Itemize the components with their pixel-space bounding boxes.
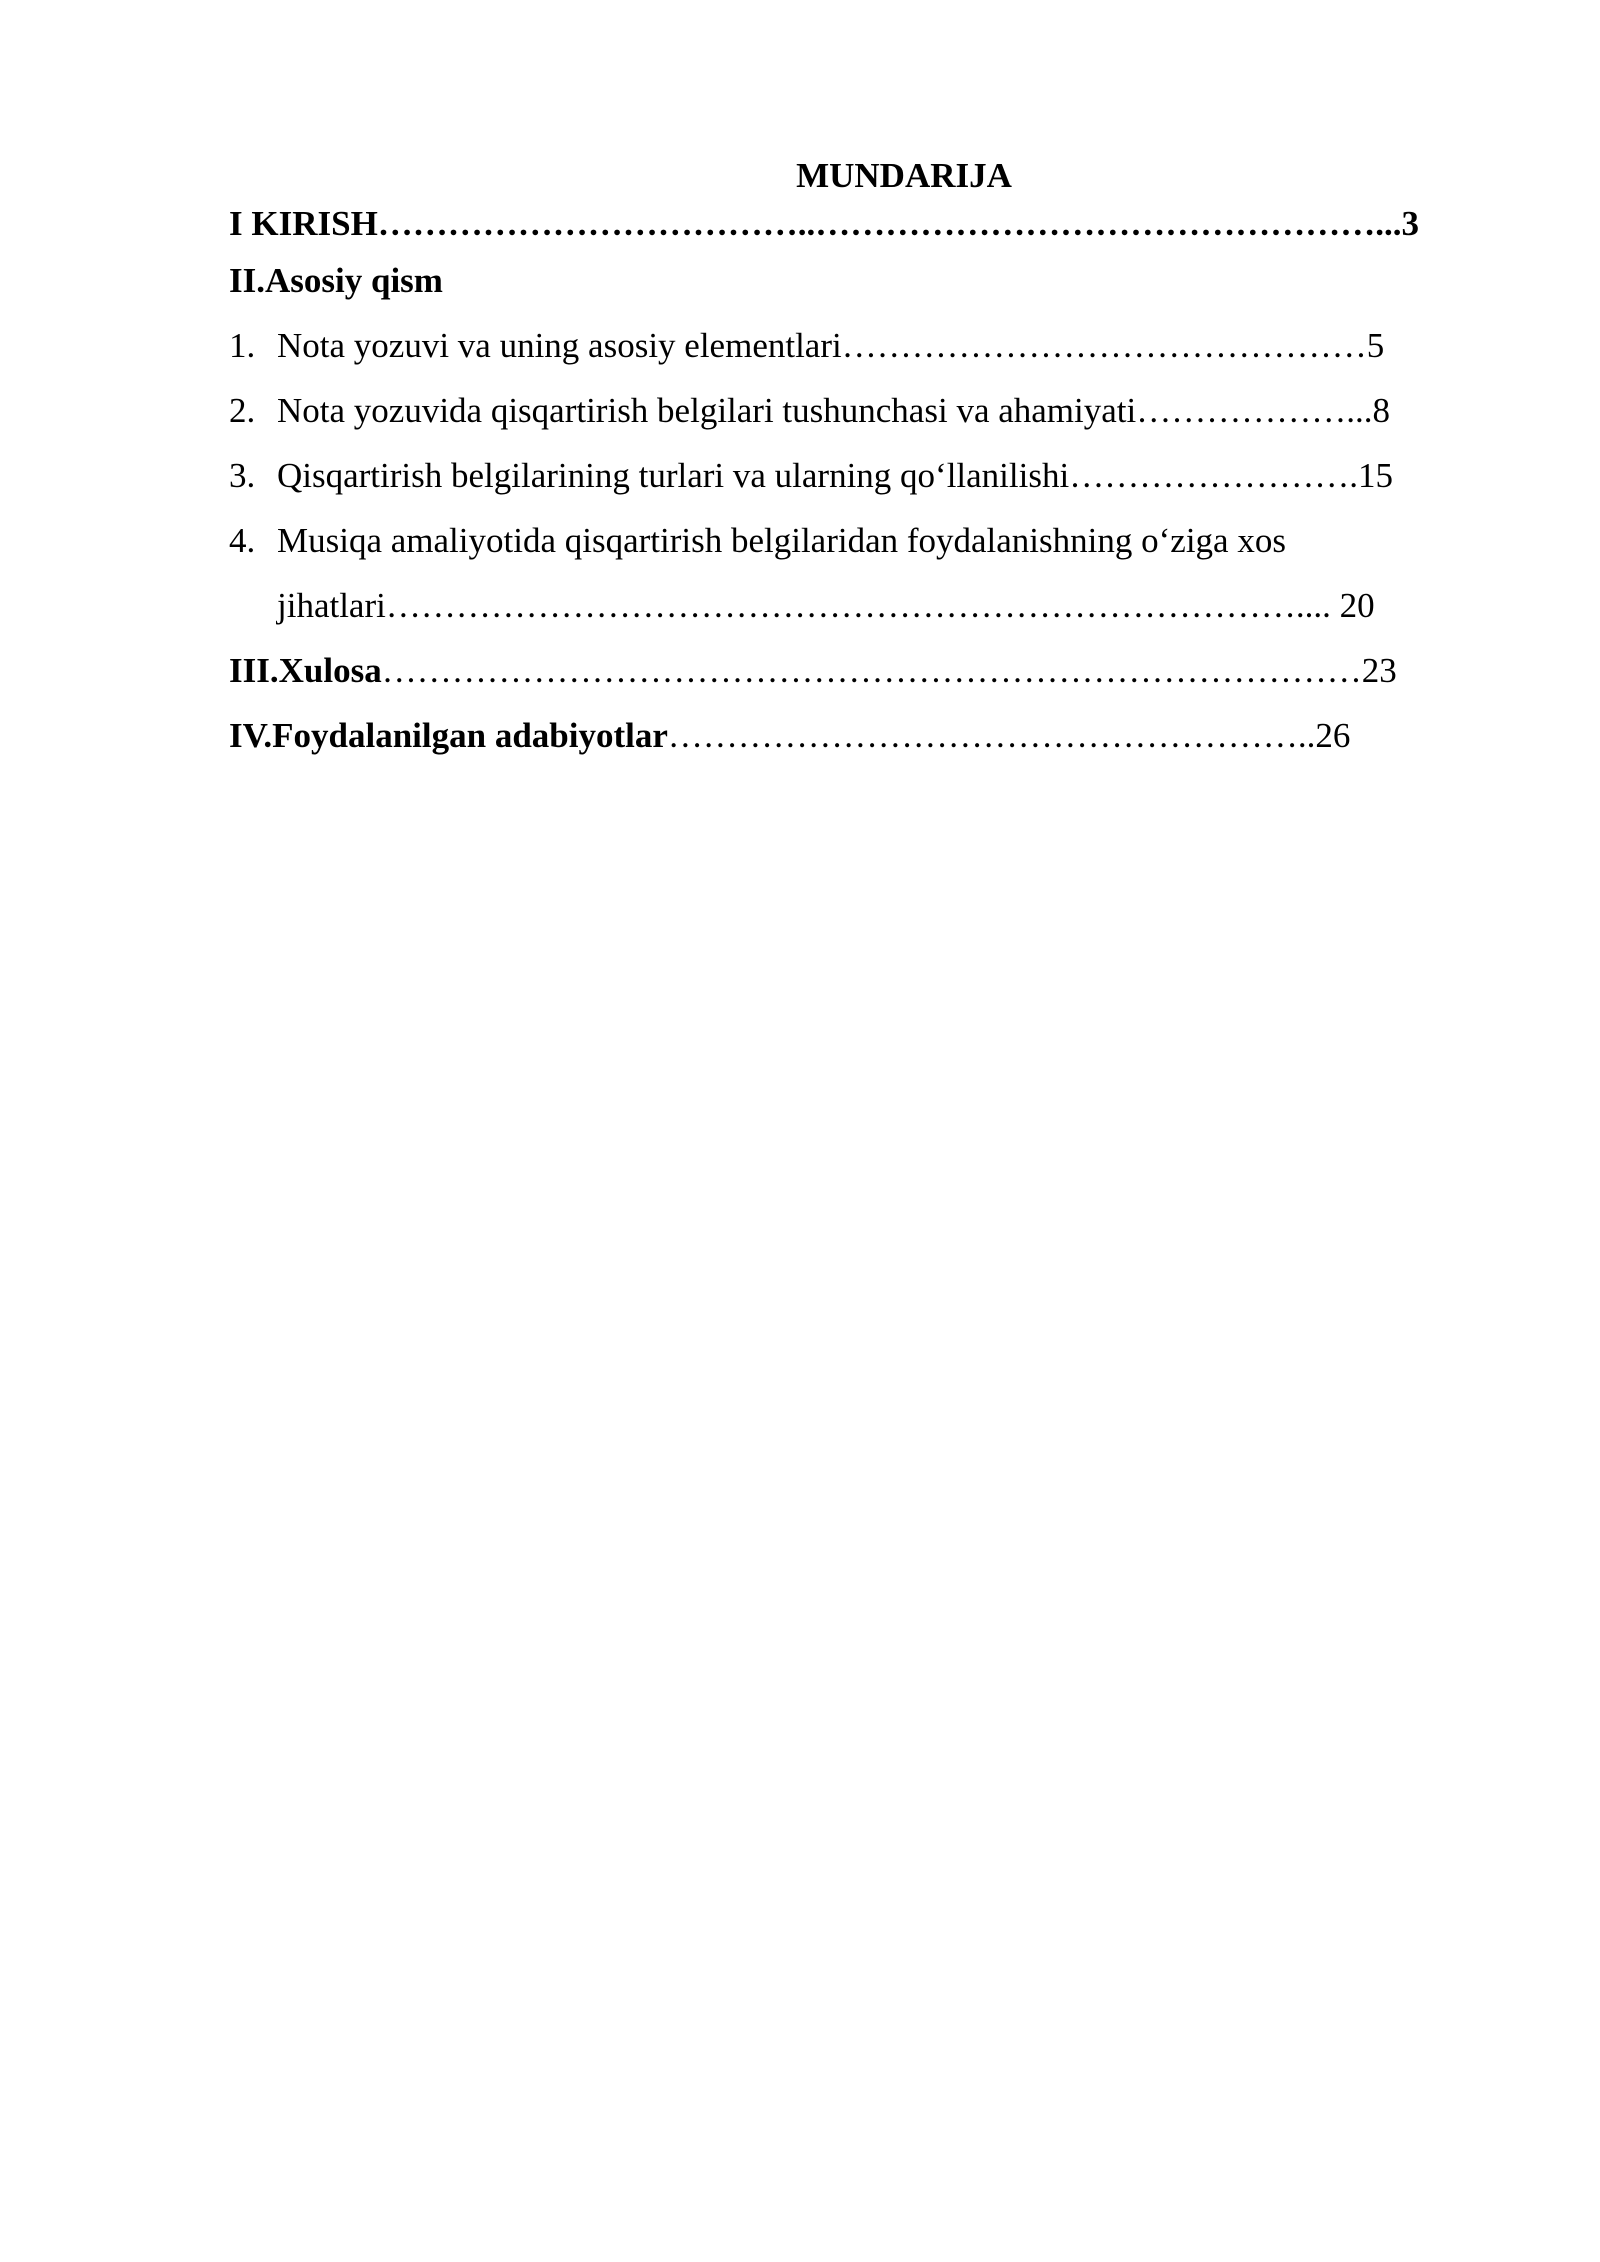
toc-entry-adabiyotlar — [229, 703, 1499, 768]
toc-entry-number: 1. — [229, 326, 256, 365]
toc-entry-4-continuation — [229, 573, 1499, 638]
toc-entry-3 — [229, 443, 1499, 508]
toc-entry-text: jihatlari…………………………………………………………………….... 20 — [277, 586, 1375, 625]
toc-section-asosiy-qism: II.Asosiy qism — [229, 261, 443, 300]
toc-entry-2 — [229, 378, 1499, 443]
toc-title: MUNDARIJA — [796, 156, 1012, 195]
toc-entry-xulosa — [229, 638, 1499, 703]
toc-entry-number: 2. — [229, 391, 256, 430]
toc-entry-dots: ………………………………………………..26 — [667, 716, 1351, 755]
table-of-contents — [229, 150, 1499, 768]
toc-entry-number: 3. — [229, 456, 256, 495]
toc-entry-text: Nota yozuvida qisqartirish belgilari tushunchasi va ahamiyati………………...8 — [277, 391, 1390, 430]
toc-entry-heading: IV.Foydalanilgan adabiyotlar — [229, 716, 668, 755]
toc-entry-heading: III.Xulosa — [229, 651, 382, 690]
toc-entry-dots: …………………………………………………………………………23 — [381, 651, 1397, 690]
toc-entry-text: Qisqartirish belgilarining turlari va ularning qo‘llanilishi…………………….15 — [277, 456, 1393, 495]
toc-entry-text: Nota yozuvi va uning asosiy elementlari………………………………………5 — [277, 326, 1385, 365]
toc-entry-1 — [229, 313, 1499, 378]
toc-entry-number: 4. — [229, 521, 256, 560]
toc-entry-kirish: I KIRISH………………………………..…………………………………………...3 — [229, 204, 1420, 243]
toc-entry-text: Musiqa amaliyotida qisqartirish belgilaridan foydalanishning o‘ziga xos — [277, 521, 1286, 560]
toc-entry-4 — [229, 508, 1499, 573]
